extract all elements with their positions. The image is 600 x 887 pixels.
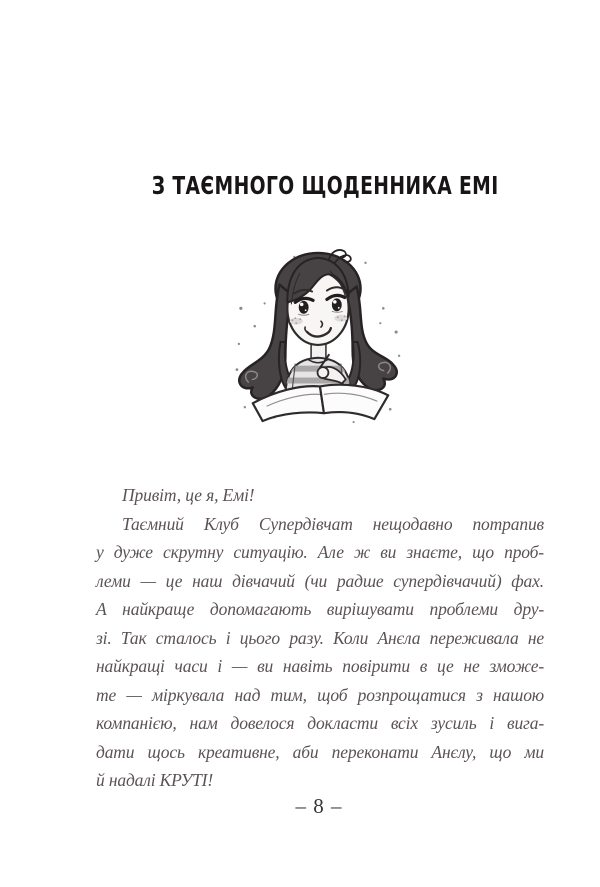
emi-illustration-graphic xyxy=(234,247,404,427)
diary-text-line: А найкраще допомагають вирішувати проблеми дру- xyxy=(96,599,544,619)
diary-text-line: Таємний Клуб Супердівчат нещодавно потрапив xyxy=(122,513,544,534)
diary-text-line: те — міркувала над тим, щоб розпрощатися з нашою xyxy=(96,684,544,705)
emi-illustration xyxy=(96,247,542,427)
diary-text-line: дати щось креативне, аби переконати Анєлу, що ми xyxy=(96,741,544,762)
diary-text-line: найкращі часи і — ви навіть повірити в це не зможе- xyxy=(96,656,544,676)
diary-text-line: зі. Так сталось і цього разу. Коли Анєла переживала не xyxy=(96,627,544,648)
diary-text-line: компанією, нам довелося докласти всіх зусиль і вига- xyxy=(96,713,544,733)
page-number xyxy=(96,794,542,819)
page-number-text: – 8 – xyxy=(295,794,343,818)
diary-text-line: й надалі КРУТІ! xyxy=(96,770,214,790)
diary-text xyxy=(96,481,544,795)
diary-text-line: Привіт, це я, Емі! xyxy=(122,485,255,505)
diary-text-line: леми — це наш дівчачий (чи радше супердівчачий) фах. xyxy=(96,570,544,591)
chapter-title: З ТАЄМНОГО ЩОДЕННИКА ЕМІ xyxy=(151,171,499,200)
diary-text-line: у дуже скрутну ситуацію. Але ж ви знаєте, що проб- xyxy=(96,542,544,562)
